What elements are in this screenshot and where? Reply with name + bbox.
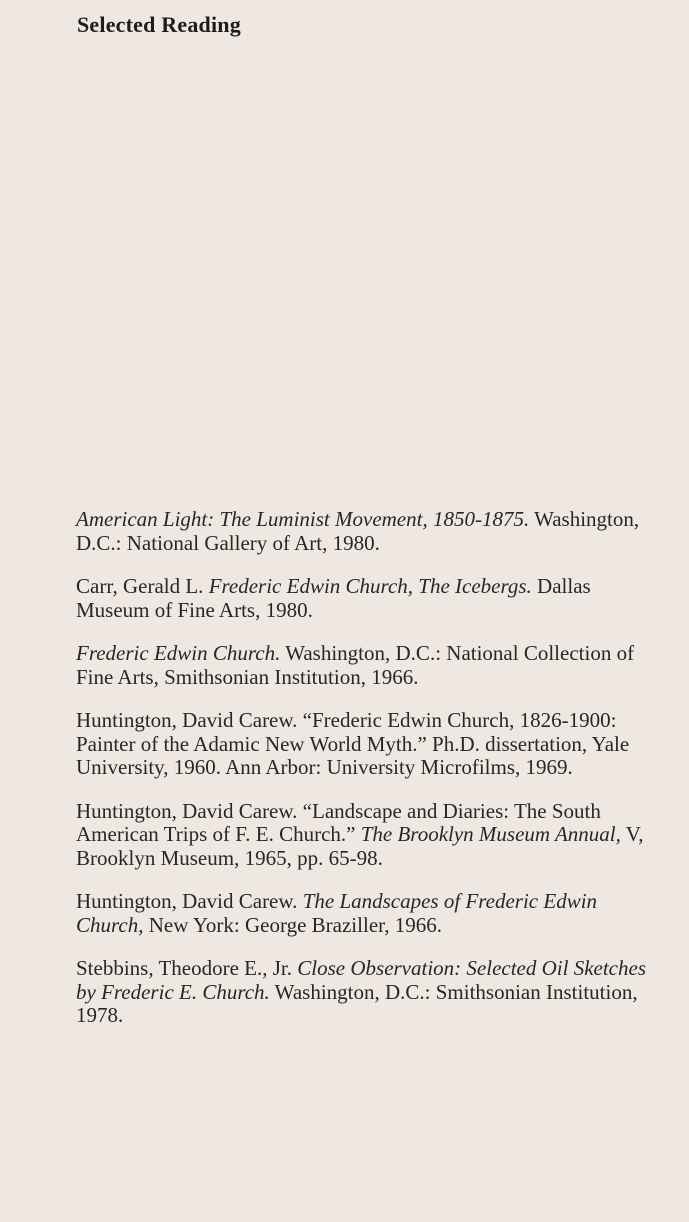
entry-text: Huntington, David Carew. “Landscape and Diaries: The South American Trips of F. E. Church.”: [76, 798, 601, 846]
bibliography-entry: [76, 800, 656, 871]
entry-text: Washington, D.C.: National Gallery of Art, 1980.: [76, 507, 640, 555]
bibliography-entry: [76, 957, 656, 1028]
entry-text: New York: George Braziller, 1966.: [143, 912, 443, 937]
entry-text: Huntington, David Carew.: [76, 889, 303, 913]
entry-text: Stebbins, Theodore E., Jr.: [76, 956, 298, 980]
entry-text: V, Brooklyn Museum, 1965, pp. 65-98.: [76, 822, 644, 870]
entry-text: Carr, Gerald L.: [76, 574, 209, 598]
bibliography-entry: [76, 890, 656, 937]
bibliography-list: [76, 508, 656, 1028]
entry-text: Dallas Museum of Fine Arts, 1980.: [76, 574, 591, 622]
entry-title: Frederic Edwin Church.: [76, 641, 281, 665]
entry-text: Washington, D.C.: Smithsonian Institution, 1978.: [76, 979, 638, 1027]
entry-title: Close Observation: Selected Oil Sketches by Frederic E. Church.: [76, 956, 646, 1004]
entry-text: Washington, D.C.: National Collection of Fine Arts, Smithsonian Institution, 1966.: [76, 641, 635, 689]
bibliography-entry: [76, 575, 656, 622]
bibliography-entry: [76, 642, 656, 689]
bibliography-entry: [76, 709, 656, 780]
entry-title: Frederic Edwin Church, The Icebergs.: [208, 574, 532, 598]
page-heading: Selected Reading: [77, 12, 241, 37]
entry-text: Huntington, David Carew. “Frederic Edwin Church, 1826-1900: Painter of the Adamic New World Myth.” Ph.D. dissertation, Yale University, 1960. Ann Arbor: University Microfilms, 1969.: [76, 708, 630, 779]
entry-title: The Brooklyn Museum Annual,: [360, 822, 621, 846]
entry-title: The Landscapes of Frederic Edwin Church,: [76, 889, 598, 937]
entry-title: American Light: The Luminist Movement, 1850-1875.: [76, 507, 530, 531]
bibliography-entry: [76, 508, 656, 555]
